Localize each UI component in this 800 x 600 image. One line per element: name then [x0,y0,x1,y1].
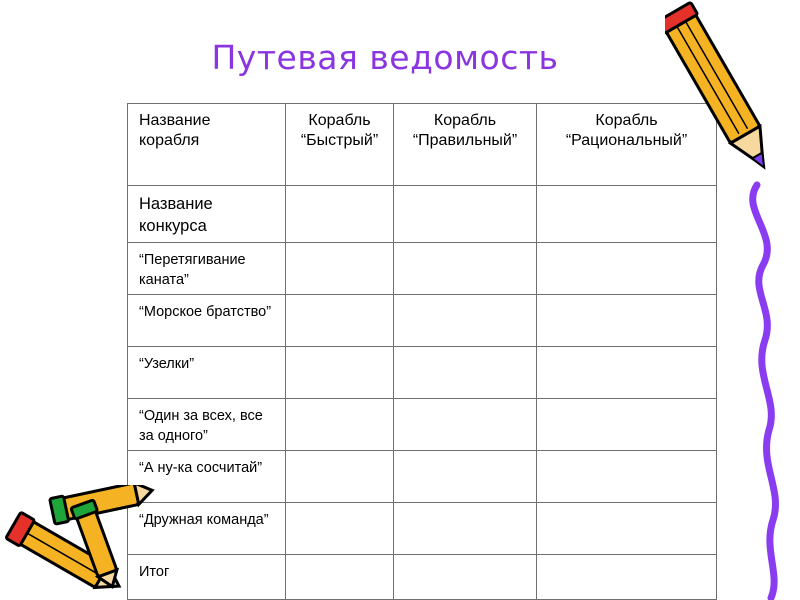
pencil-icon [665,0,783,192]
table-row [128,451,717,503]
table-cell [537,503,717,555]
table-header-row [128,104,717,186]
row-label: “Перетягивание каната” [128,243,286,295]
row-label: Итог [128,555,286,600]
row-label: “Узелки” [128,347,286,399]
table-cell [537,243,717,295]
table-cell [537,399,717,451]
table-row [128,399,717,451]
squiggle-line [735,180,800,600]
table-cell [286,243,394,295]
header-ship-name: Название корабля [128,104,286,186]
table-cell [537,555,717,600]
table-row [128,186,717,243]
table-cell [286,347,394,399]
table-cell [394,451,537,503]
table-cell [394,347,537,399]
table-cell [537,451,717,503]
row-label: “Морское братство” [128,295,286,347]
table-row [128,295,717,347]
table-cell [286,399,394,451]
table-cell [537,186,717,243]
row-label: Название конкурса [128,186,286,243]
table-cell [286,295,394,347]
header-ship-ratsionalny: Корабль “Рациональный” [537,104,717,186]
table-row [128,503,717,555]
table-cell [394,243,537,295]
table-row [128,347,717,399]
row-label: “Дружная команда” [128,503,286,555]
row-label: “А ну-ка сосчитай” [128,451,286,503]
table-cell [394,295,537,347]
table-cell [394,555,537,600]
page-title: Путевая ведомость [211,38,559,77]
table-row [128,555,717,600]
table-cell [286,186,394,243]
table-cell [286,503,394,555]
route-sheet-table [127,103,717,600]
header-ship-pravilny: Корабль “Правильный” [394,104,537,186]
table-cell [537,295,717,347]
table-cell [394,503,537,555]
pencils-icon [0,485,160,600]
table-cell [394,399,537,451]
table-cell [286,555,394,600]
table-row [128,243,717,295]
table-cell [394,186,537,243]
row-label: “Один за всех, все за одного” [128,399,286,451]
header-ship-bystry: Корабль “Быстрый” [286,104,394,186]
table-cell [537,347,717,399]
table-cell [286,451,394,503]
